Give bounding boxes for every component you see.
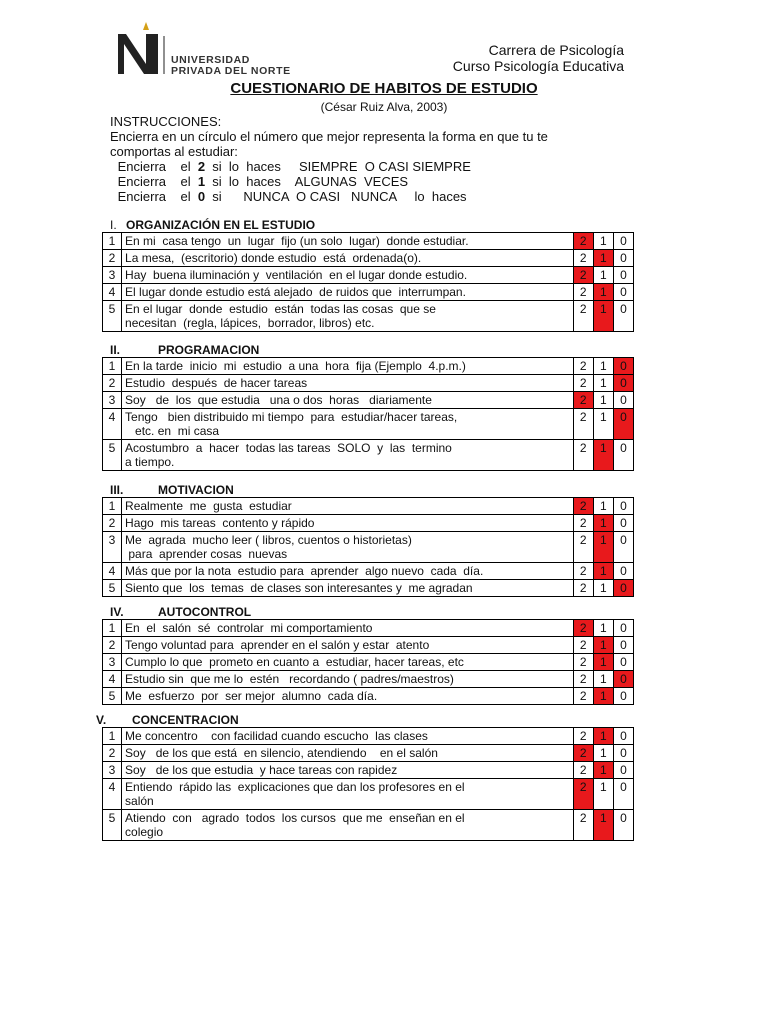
instructions-line: comportas al estudiar:	[110, 144, 238, 159]
score-option-0[interactable]: 0	[613, 515, 633, 532]
score-option-1[interactable]: 1	[593, 498, 613, 515]
section-name: CONCENTRACION	[132, 713, 239, 727]
score-option-2[interactable]: 2	[573, 637, 593, 654]
table-row	[103, 267, 634, 284]
table-row	[103, 728, 634, 745]
score-option-0[interactable]: 0	[613, 532, 633, 563]
table-row	[103, 392, 634, 409]
instructions-option: Encierra el 0 si NUNCA O CASI NUNCA lo haces	[114, 189, 467, 204]
item-number: 3	[103, 392, 122, 409]
item-number: 2	[103, 375, 122, 392]
score-option-1[interactable]: 1	[593, 409, 613, 440]
score-option-0[interactable]: 0	[613, 810, 633, 841]
item-number: 2	[103, 515, 122, 532]
section-numeral: V.	[96, 713, 107, 727]
score-option-0[interactable]: 0	[613, 688, 633, 705]
questions-table	[102, 357, 634, 471]
score-option-2[interactable]: 2	[573, 358, 593, 375]
item-text: Estudio sin que me lo estén recordando ( padres/maestros)	[122, 671, 574, 688]
score-option-1[interactable]: 1	[593, 515, 613, 532]
item-number: 4	[103, 563, 122, 580]
item-number: 4	[103, 779, 122, 810]
item-number: 1	[103, 358, 122, 375]
section-numeral: II.	[110, 343, 121, 357]
score-option-0[interactable]: 0	[613, 620, 633, 637]
section-numeral: III.	[110, 483, 124, 497]
item-text: En la tarde inicio mi estudio a una hora fija (Ejemplo 4.p.m.)	[122, 358, 574, 375]
item-text: Soy de los que está en silencio, atendiendo en el salón	[122, 745, 574, 762]
table-row	[103, 580, 634, 597]
score-option-1[interactable]: 1	[593, 688, 613, 705]
score-option-2[interactable]: 2	[573, 375, 593, 392]
score-option-2[interactable]: 2	[573, 762, 593, 779]
item-number: 2	[103, 250, 122, 267]
item-text: Tengo bien distribuido mi tiempo para estudiar/hacer tareas, etc. en mi casa	[122, 409, 574, 440]
table-row	[103, 358, 634, 375]
table-row	[103, 688, 634, 705]
table-row	[103, 779, 634, 810]
section-numeral: I.	[110, 218, 117, 232]
section-name: MOTIVACION	[158, 483, 234, 497]
course-header	[453, 42, 624, 74]
score-option-1[interactable]: 1	[593, 301, 613, 332]
score-option-0[interactable]: 0	[613, 284, 633, 301]
section-numeral: IV.	[110, 605, 124, 619]
section-title	[110, 218, 315, 232]
score-option-1[interactable]: 1	[593, 250, 613, 267]
table-row	[103, 375, 634, 392]
table-row	[103, 745, 634, 762]
score-option-1[interactable]: 1	[593, 233, 613, 250]
score-option-0[interactable]: 0	[613, 409, 633, 440]
page-subtitle: (César Ruiz Alva, 2003)	[320, 100, 448, 114]
table-row	[103, 671, 634, 688]
score-option-2[interactable]: 2	[573, 688, 593, 705]
score-option-2[interactable]: 2	[573, 233, 593, 250]
table-row	[103, 233, 634, 250]
questions-table	[102, 727, 634, 841]
score-option-1[interactable]: 1	[593, 267, 613, 284]
score-option-0[interactable]: 0	[613, 563, 633, 580]
score-option-0[interactable]: 0	[613, 671, 633, 688]
item-number: 1	[103, 233, 122, 250]
section-title	[110, 483, 234, 497]
score-option-1[interactable]: 1	[593, 762, 613, 779]
questions-table	[102, 232, 634, 332]
section-title	[110, 343, 259, 357]
table-row	[103, 810, 634, 841]
section-title	[96, 713, 239, 727]
item-number: 3	[103, 762, 122, 779]
item-number: 4	[103, 284, 122, 301]
item-number: 4	[103, 409, 122, 440]
score-option-1[interactable]: 1	[593, 440, 613, 471]
score-option-1[interactable]: 1	[593, 284, 613, 301]
score-option-2[interactable]: 2	[573, 409, 593, 440]
score-option-1[interactable]: 1	[593, 532, 613, 563]
instructions	[110, 114, 655, 204]
item-text: Soy de los que estudia una o dos horas diariamente	[122, 392, 574, 409]
table-row	[103, 563, 634, 580]
career-name: Carrera de Psicología	[488, 42, 624, 58]
item-number: 2	[103, 745, 122, 762]
score-option-0[interactable]: 0	[613, 267, 633, 284]
item-text: En mi casa tengo un lugar fijo (un solo lugar) donde estudiar.	[122, 233, 574, 250]
table-row	[103, 515, 634, 532]
questions-table	[102, 619, 634, 705]
score-option-2[interactable]: 2	[573, 267, 593, 284]
score-option-1[interactable]: 1	[593, 671, 613, 688]
section-title	[110, 605, 251, 619]
table-row	[103, 498, 634, 515]
item-number: 5	[103, 688, 122, 705]
score-option-0[interactable]: 0	[613, 762, 633, 779]
score-option-0[interactable]: 0	[613, 580, 633, 597]
score-option-2[interactable]: 2	[573, 654, 593, 671]
item-text: Atiendo con agrado todos los cursos que me enseñan en el colegio	[122, 810, 574, 841]
item-text: Me esfuerzo por ser mejor alumno cada día.	[122, 688, 574, 705]
table-row	[103, 440, 634, 471]
item-number: 3	[103, 654, 122, 671]
score-option-1[interactable]: 1	[593, 745, 613, 762]
score-option-0[interactable]: 0	[613, 637, 633, 654]
score-option-1[interactable]: 1	[593, 358, 613, 375]
item-text: Realmente me gusta estudiar	[122, 498, 574, 515]
score-option-1[interactable]: 1	[593, 654, 613, 671]
score-option-0[interactable]: 0	[613, 392, 633, 409]
table-row	[103, 409, 634, 440]
score-option-1[interactable]: 1	[593, 620, 613, 637]
item-number: 5	[103, 301, 122, 332]
item-text: Hay buena iluminación y ventilación en el lugar donde estudio.	[122, 267, 574, 284]
instructions-option: Encierra el 1 si lo haces ALGUNAS VECES	[114, 174, 409, 189]
item-text: Acostumbro a hacer todas las tareas SOLO y las termino a tiempo.	[122, 440, 574, 471]
table-row	[103, 301, 634, 332]
item-number: 1	[103, 498, 122, 515]
item-text: En el salón sé controlar mi comportamiento	[122, 620, 574, 637]
item-number: 4	[103, 671, 122, 688]
item-number: 2	[103, 637, 122, 654]
score-option-2[interactable]: 2	[573, 250, 593, 267]
score-option-1[interactable]: 1	[593, 779, 613, 810]
item-text: Hago mis tareas contento y rápido	[122, 515, 574, 532]
score-option-2[interactable]: 2	[573, 284, 593, 301]
item-text: La mesa, (escritorio) donde estudio está ordenada(o).	[122, 250, 574, 267]
score-option-0[interactable]: 0	[613, 375, 633, 392]
score-option-0[interactable]: 0	[613, 358, 633, 375]
score-option-2[interactable]: 2	[573, 392, 593, 409]
table-row	[103, 532, 634, 563]
table-row	[103, 284, 634, 301]
instructions-line: Encierra en un círculo el número que mejor representa la forma en que tu te	[110, 129, 548, 144]
item-text: Soy de los que estudia y hace tareas con rapidez	[122, 762, 574, 779]
section-name: AUTOCONTROL	[158, 605, 252, 619]
score-option-0[interactable]: 0	[613, 301, 633, 332]
section-name: PROGRAMACION	[158, 343, 260, 357]
score-option-0[interactable]: 0	[613, 779, 633, 810]
item-text: Me concentro con facilidad cuando escucho las clases	[122, 728, 574, 745]
item-number: 1	[103, 728, 122, 745]
score-option-2[interactable]: 2	[573, 580, 593, 597]
instructions-heading: INSTRUCCIONES:	[110, 114, 222, 129]
score-option-1[interactable]: 1	[593, 810, 613, 841]
table-row	[103, 654, 634, 671]
score-option-1[interactable]: 1	[593, 637, 613, 654]
item-number: 1	[103, 620, 122, 637]
score-option-2[interactable]: 2	[573, 779, 593, 810]
score-option-1[interactable]: 1	[593, 375, 613, 392]
item-number: 3	[103, 267, 122, 284]
score-option-2[interactable]: 2	[573, 563, 593, 580]
item-text: Más que por la nota estudio para aprender algo nuevo cada día.	[122, 563, 574, 580]
score-option-2[interactable]: 2	[573, 728, 593, 745]
item-text: Tengo voluntad para aprender en el salón y estar atento	[122, 637, 574, 654]
score-option-2[interactable]: 2	[573, 532, 593, 563]
score-option-0[interactable]: 0	[613, 728, 633, 745]
score-option-2[interactable]: 2	[573, 440, 593, 471]
score-option-1[interactable]: 1	[593, 580, 613, 597]
table-row	[103, 762, 634, 779]
score-option-1[interactable]: 1	[593, 392, 613, 409]
score-option-1[interactable]: 1	[593, 728, 613, 745]
score-option-0[interactable]: 0	[613, 440, 633, 471]
item-number: 3	[103, 532, 122, 563]
score-option-0[interactable]: 0	[613, 498, 633, 515]
course-name: Curso Psicología Educativa	[452, 58, 624, 74]
item-text: En el lugar donde estudio están todas las cosas que se necesitan (regla, lápices, borrador, libros) etc.	[122, 301, 574, 332]
item-text: Siento que los temas de clases son interesantes y me agradan	[122, 580, 574, 597]
score-option-2[interactable]: 2	[573, 810, 593, 841]
score-option-2[interactable]: 2	[573, 301, 593, 332]
score-option-0[interactable]: 0	[613, 250, 633, 267]
score-option-1[interactable]: 1	[593, 563, 613, 580]
score-option-2[interactable]: 2	[573, 620, 593, 637]
logo-text: UNIVERSIDAD PRIVADA DEL NORTE	[171, 54, 291, 77]
table-row	[103, 620, 634, 637]
item-text: El lugar donde estudio está alejado de ruidos que interrumpan.	[122, 284, 574, 301]
item-text: Cumplo lo que prometo en cuanto a estudiar, hacer tareas, etc	[122, 654, 574, 671]
score-option-2[interactable]: 2	[573, 515, 593, 532]
item-text: Estudio después de hacer tareas	[122, 375, 574, 392]
item-text: Me agrada mucho leer ( libros, cuentos o historietas) para aprender cosas nuevas	[122, 532, 574, 563]
score-option-0[interactable]: 0	[613, 745, 633, 762]
item-number: 5	[103, 810, 122, 841]
table-row	[103, 637, 634, 654]
item-number: 5	[103, 440, 122, 471]
score-option-2[interactable]: 2	[573, 745, 593, 762]
section-name: ORGANIZACIÓN EN EL ESTUDIO	[126, 218, 316, 232]
score-option-0[interactable]: 0	[613, 654, 633, 671]
page-title: CUESTIONARIO DE HABITOS DE ESTUDIO	[230, 80, 538, 97]
score-option-2[interactable]: 2	[573, 671, 593, 688]
item-text: Entiendo rápido las explicaciones que dan los profesores en el salón	[122, 779, 574, 810]
table-row	[103, 250, 634, 267]
item-number: 5	[103, 580, 122, 597]
instructions-option: Encierra el 2 si lo haces SIEMPRE O CASI SIEMPRE	[114, 159, 471, 174]
questions-table	[102, 497, 634, 597]
score-option-0[interactable]: 0	[613, 233, 633, 250]
score-option-2[interactable]: 2	[573, 498, 593, 515]
